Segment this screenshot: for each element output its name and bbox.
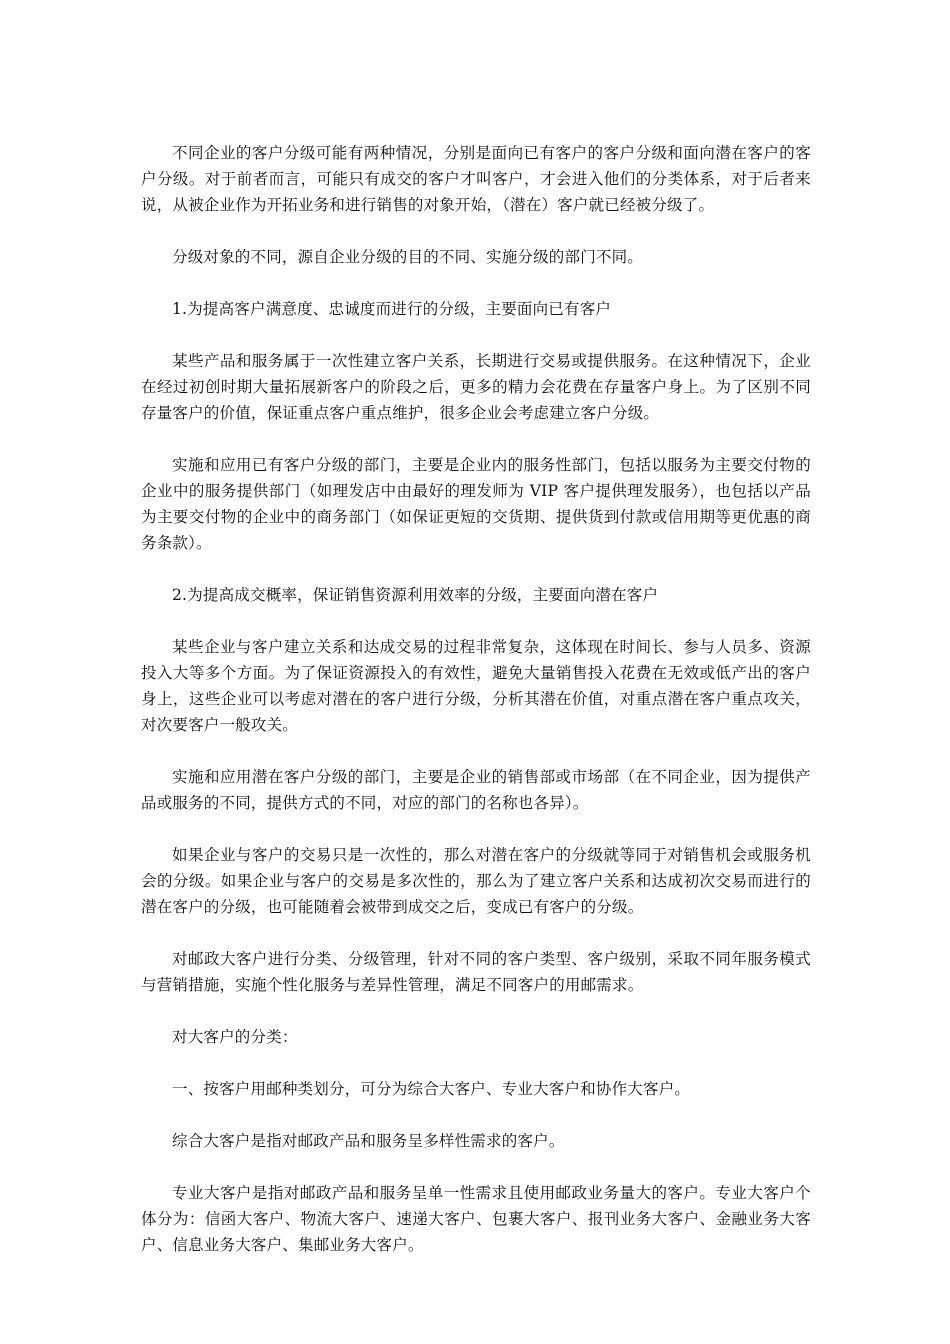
paragraph-classification-method: 一、按客户用邮种类划分，可分为综合大客户、专业大客户和协作大客户。 xyxy=(172,1080,691,1098)
paragraph-classification-title: 对大客户的分类： xyxy=(172,1028,298,1046)
paragraph-sales-departments: 实施和应用潜在客户分级的部门，主要是企业的销售部或市场部（在不同企业，因为提供产品或服务的不同，提供方式的不同，对应的部门的名称也各异）。 xyxy=(141,768,811,812)
paragraph-service-departments: 实施和应用已有客户分级的部门，主要是企业内的服务性部门，包括以服务为主要交付物的企业中的服务提供部门（如理发店中由最好的理发师为 VIP 客户提供理发服务），也包括以产品为主要交付物的企业中的商务部门（如保证更短的交货期、提供货到付款或信用期等更优惠的商务条款）。 xyxy=(141,456,811,552)
paragraph-summary: 分级对象的不同，源自企业分级的目的不同、实施分级的部门不同。 xyxy=(172,248,644,266)
paragraph-professional-customers: 专业大客户是指对邮政产品和服务呈单一性需求且使用邮政业务量大的客户。专业大客户个体分为：信函大客户、物流大客户、速递大客户、包裹大客户、报刊业务大客户、金融业务大客户、信息业务大客户、集邮业务大客户。 xyxy=(141,1184,811,1254)
paragraph-postal-management: 对邮政大客户进行分类、分级管理，针对不同的客户类型、客户级别，采取不同年服务模式与营销措施，实施个性化服务与差异性管理，满足不同客户的用邮需求。 xyxy=(141,950,811,994)
document-body xyxy=(141,140,811,1284)
paragraph-transaction-types: 如果企业与客户的交易只是一次性的，那么对潜在客户的分级就等同于对销售机会或服务机会的分级。如果企业与客户的交易是多次性的，那么为了建立客户关系和达成初次交易而进行的潜在客户的分级，也可能随着会被带到成交之后，变成已有客户的分级。 xyxy=(141,846,811,916)
section-heading-2: 2.为提高成交概率，保证销售资源利用效率的分级，主要面向潜在客户 xyxy=(172,586,659,604)
paragraph-intro: 不同企业的客户分级可能有两种情况，分别是面向已有客户的客户分级和面向潜在客户的客户分级。对于前者而言，可能只有成交的客户才叫客户，才会进入他们的分类体系，对于后者来说，从被企业作为开拓业务和进行销售的对象开始，（潜在）客户就已经被分级了。 xyxy=(141,144,811,214)
paragraph-existing-customers: 某些产品和服务属于一次性建立客户关系，长期进行交易或提供服务。在这种情况下，企业在经过初创时期大量拓展新客户的阶段之后，更多的精力会花费在存量客户身上。为了区别不同存量客户的价值，保证重点客户重点维护，很多企业会考虑建立客户分级。 xyxy=(141,352,811,422)
paragraph-potential-customers: 某些企业与客户建立关系和达成交易的过程非常复杂，这体现在时间长、参与人员多、资源投入大等多个方面。为了保证资源投入的有效性，避免大量销售投入花费在无效或低产出的客户身上，这些企业可以考虑对潜在的客户进行分级，分析其潜在价值，对重点潜在客户重点攻关，对次要客户一般攻关。 xyxy=(141,638,811,734)
paragraph-comprehensive-customers: 综合大客户是指对邮政产品和服务呈多样性需求的客户。 xyxy=(172,1132,565,1150)
section-heading-1: 1.为提高客户满意度、忠诚度而进行的分级，主要面向已有客户 xyxy=(172,300,612,318)
